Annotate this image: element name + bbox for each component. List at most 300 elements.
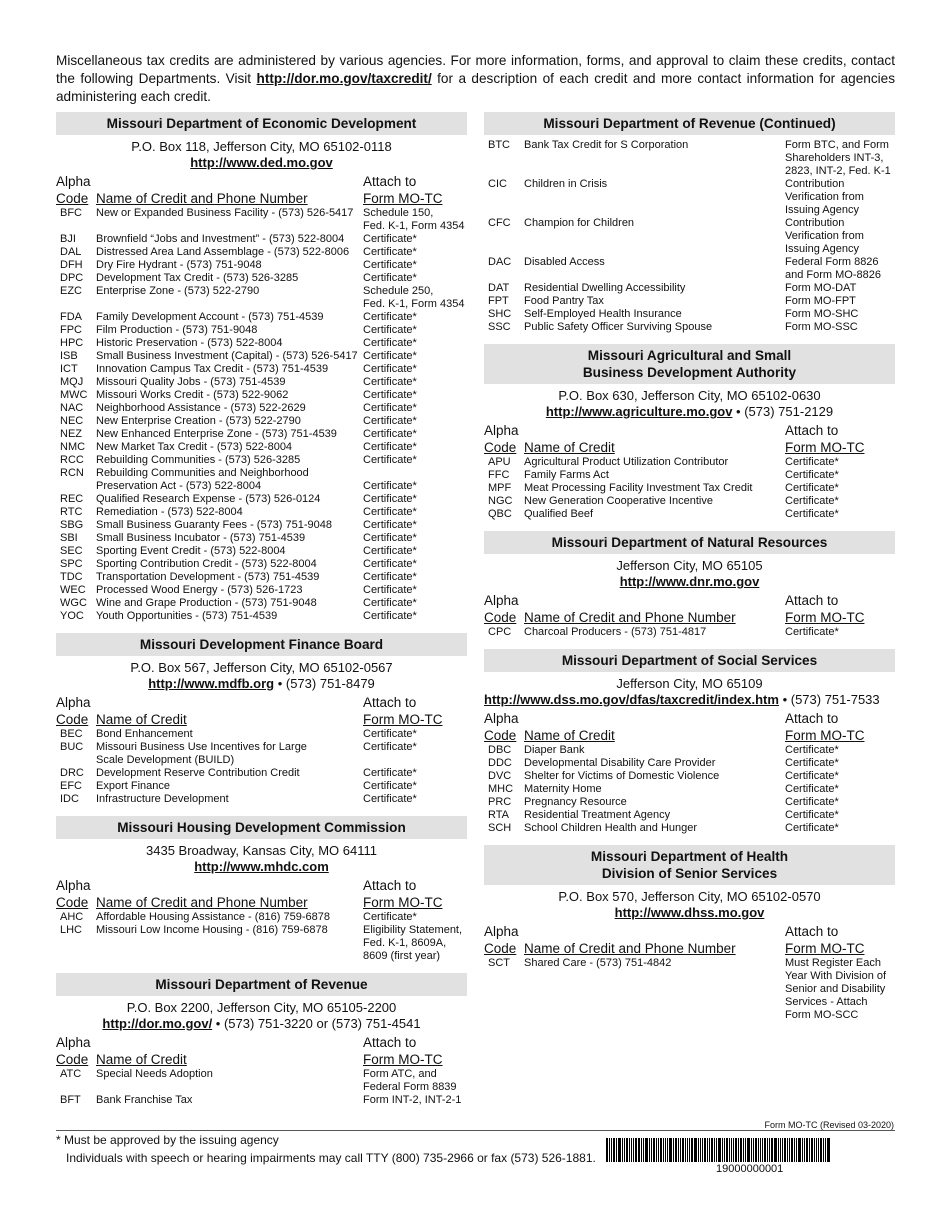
credit-row	[56, 259, 467, 272]
agri-section: Missouri Agricultural and Small Business Development Authority P.O. Box 630, Jefferson City, MO 65102-0630 http://www.agriculture.mo.gov • (573) 751-2129 Alpha Code Name of Credit Attach to Form MO-TC APU Agricultural Product Utilization Contributor Certificate* FFC Family Farms Act Certificate* MPF Meat Processing Facility Investment Tax Credit Certificate* NGC New Generation Cooperative Incentive Certificate* QBC Qualified Beef Certificate*	[484, 344, 895, 521]
credit-attachment: Certificate*	[363, 350, 417, 362]
code-label: Code	[56, 712, 89, 727]
credit-attachment: Certificate*	[363, 493, 417, 505]
barcode-bar	[755, 1138, 757, 1162]
credit-attachment: Certificate*	[785, 757, 839, 769]
credit-row	[56, 741, 467, 767]
credit-attachment: Certificate*	[785, 482, 839, 494]
credit-attachment: Certificate*	[785, 770, 839, 782]
credit-code: IDC	[60, 793, 79, 805]
credit-code: SBI	[60, 532, 78, 544]
credit-row	[484, 783, 895, 796]
credit-name: Meat Processing Facility Investment Tax Credit	[524, 482, 753, 494]
name-phone-label: Name of Credit and Phone Number	[96, 895, 308, 910]
credit-code: MWC	[60, 389, 88, 401]
barcode-bar	[760, 1138, 761, 1162]
credit-attachment: Certificate*	[785, 469, 839, 481]
credit-row	[484, 139, 895, 178]
name-phone-label: Name of Credit and Phone Number	[96, 191, 308, 206]
credit-name: Brownfield “Jobs and Investment” - (573) 522-8004	[96, 233, 345, 245]
barcode-bar	[827, 1138, 830, 1162]
credit-name: Public Safety Officer Surviving Spouse	[524, 321, 713, 333]
credit-row	[56, 207, 467, 233]
barcode-bar	[629, 1138, 630, 1162]
name-phone-label: Name of Credit and Phone Number	[524, 941, 736, 956]
barcode-bar	[651, 1138, 652, 1162]
barcode	[606, 1138, 895, 1162]
barcode-bar	[780, 1138, 781, 1162]
credit-attachment: Contribution Verification from Issuing Agency	[785, 178, 864, 216]
credit-code: ISB	[60, 350, 78, 362]
form-label: Form MO-TC	[785, 440, 865, 455]
barcode-bar	[638, 1138, 640, 1162]
credit-attachment: Certificate*	[363, 454, 417, 466]
credit-name: Bank Franchise Tax	[96, 1094, 193, 1106]
agri-heading-line2: Business Development Authority	[582, 365, 797, 380]
credit-name: Infrastructure Development	[96, 793, 229, 805]
credit-attachment: Certificate*	[363, 324, 417, 336]
barcode-bar	[611, 1138, 612, 1162]
credit-code: SHC	[488, 308, 512, 320]
credit-code: MPF	[488, 482, 512, 494]
credit-code: BTC	[488, 139, 510, 151]
credit-attachment: Must Register Each Year With Division of Senior and Disability Services - Attach Form MO-SCC	[785, 957, 887, 1021]
credit-attachment: Certificate*	[363, 506, 417, 518]
credit-row	[56, 597, 467, 610]
credit-name: Maternity Home	[524, 783, 602, 795]
form-label: Form MO-TC	[363, 1052, 443, 1067]
credit-row	[56, 324, 467, 337]
credit-attachment: Certificate*	[785, 783, 839, 795]
name-label: Name of Credit	[524, 728, 615, 743]
credit-code: REC	[60, 493, 84, 505]
barcode-bar	[794, 1138, 795, 1162]
credit-name: Small Business Investment (Capital) - (573) 526-5417	[96, 350, 358, 362]
dor-heading: Missouri Department of Revenue	[56, 973, 467, 996]
alpha-label: Alpha	[484, 711, 519, 726]
credit-name: Sporting Contribution Credit - (573) 522-8004	[96, 558, 317, 570]
credit-name: Innovation Campus Tax Credit - (573) 751-4539	[96, 363, 329, 375]
credit-code: DAL	[60, 246, 82, 258]
credit-attachment: Certificate*	[785, 495, 839, 507]
barcode-bar	[745, 1138, 746, 1162]
credit-code: FPT	[488, 295, 509, 307]
dnr-website-link[interactable]: http://www.dnr.mo.gov	[619, 574, 760, 589]
credit-name: Pregnancy Resource	[524, 796, 627, 808]
barcode-bar	[653, 1138, 655, 1162]
credit-name: Developmental Disability Care Provider	[524, 757, 716, 769]
barcode-bar	[643, 1138, 644, 1162]
credit-code: CFC	[488, 217, 511, 229]
dnr-section	[484, 531, 895, 639]
barcode-bar	[816, 1138, 817, 1162]
credit-attachment: Certificate*	[363, 337, 417, 349]
credit-row	[484, 770, 895, 783]
dss-heading: Missouri Department of Social Services	[484, 649, 895, 672]
barcode-bar	[718, 1138, 721, 1162]
barcode-bar	[631, 1138, 632, 1162]
barcode-bar	[751, 1138, 752, 1162]
credit-name: School Children Health and Hunger	[524, 822, 698, 834]
barcode-bar	[791, 1138, 793, 1162]
barcode-bar	[702, 1138, 703, 1162]
footer-divider	[56, 1130, 895, 1131]
credit-code: NEZ	[60, 428, 82, 440]
credit-row	[484, 256, 895, 282]
credit-name: Small Business Incubator - (573) 751-4539	[96, 532, 306, 544]
barcode-bar	[669, 1138, 672, 1162]
credit-code: TDC	[60, 571, 83, 583]
credit-name: Missouri Low Income Housing - (816) 759-6878	[96, 924, 328, 936]
credit-row	[484, 178, 895, 217]
credit-code: DDC	[488, 757, 512, 769]
barcode-bar	[796, 1138, 797, 1162]
ded-section	[56, 112, 467, 623]
credit-code: DAT	[488, 282, 510, 294]
credit-row	[484, 308, 895, 321]
barcode-bar	[716, 1138, 717, 1162]
credit-row	[56, 454, 467, 467]
dss-phone: (573) 751-7533	[790, 692, 880, 707]
credit-row	[56, 924, 467, 963]
mdfb-column-header	[56, 694, 467, 728]
dss-address: Jefferson City, MO 65109	[616, 676, 763, 691]
credit-row	[484, 456, 895, 469]
credit-attachment: Certificate*	[363, 389, 417, 401]
credit-attachment: Certificate*	[363, 545, 417, 557]
credit-attachment: Certificate*	[363, 519, 417, 531]
dhss-address: P.O. Box 570, Jefferson City, MO 65102-0570	[558, 889, 821, 904]
credit-name: Neighborhood Assistance - (573) 522-2629	[96, 402, 306, 414]
credit-row	[56, 246, 467, 259]
credit-attachment: Form MO-DAT	[785, 282, 857, 294]
credit-code: NEC	[60, 415, 84, 427]
dor-phone: (573) 751-3220 or (573) 751-4541	[223, 1016, 421, 1031]
mdfb-heading: Missouri Development Finance Board	[56, 633, 467, 656]
ded-rows	[56, 207, 467, 623]
credit-code: LHC	[60, 924, 83, 936]
credit-name: Food Pantry Tax	[524, 295, 604, 307]
credit-name: Qualified Research Expense - (573) 526-0124	[96, 493, 321, 505]
credit-code: FPC	[60, 324, 82, 336]
credit-code: RTC	[60, 506, 83, 518]
dor-website-link[interactable]: http://dor.mo.gov/	[102, 1016, 213, 1031]
attach-to-label: Attach to	[363, 878, 417, 893]
mdfb-address: P.O. Box 567, Jefferson City, MO 65102-0567	[130, 660, 393, 675]
credit-name: Shared Care - (573) 751-4842	[524, 957, 672, 969]
credit-code: DPC	[60, 272, 84, 284]
credit-attachment: Certificate*	[363, 610, 417, 622]
barcode-bar	[731, 1138, 732, 1162]
credit-row	[56, 415, 467, 428]
credit-name: Residential Treatment Agency	[524, 809, 671, 821]
code-label: Code	[484, 610, 517, 625]
dhss-heading-line2: Division of Senior Services	[601, 866, 778, 881]
ded-heading: Missouri Department of Economic Development	[56, 112, 467, 135]
dor-section: Missouri Department of Revenue P.O. Box 2200, Jefferson City, MO 65105-2200 http://dor.mo.gov/ • (573) 751-3220 or (573) 751-4541 Alpha Code Name of Credit Attach to Form MO-TC ATC Special Needs Adoption Form ATC, and Federal Form 8839 BFT Bank Franchise Tax Form INT-2, INT-2-1	[56, 973, 467, 1107]
dor-address: P.O. Box 2200, Jefferson City, MO 65105-2200	[126, 1000, 397, 1015]
taxcredit-link[interactable]: http://dor.mo.gov/taxcredit/	[256, 71, 432, 86]
credit-name: Missouri Quality Jobs - (573) 751-4539	[96, 376, 286, 388]
credit-attachment: Certificate*	[363, 728, 417, 740]
ded-website-link[interactable]: http://www.ded.mo.gov	[190, 155, 333, 170]
barcode-bar	[787, 1138, 788, 1162]
credit-name: Sporting Event Credit - (573) 522-8004	[96, 545, 286, 557]
barcode-bar	[789, 1138, 790, 1162]
dss-column-header	[484, 710, 895, 744]
barcode-bar	[709, 1138, 710, 1162]
code-label: Code	[56, 895, 89, 910]
barcode-bar	[680, 1138, 681, 1162]
credit-attachment: Certificate*	[785, 508, 839, 520]
barcode-bar	[700, 1138, 701, 1162]
credit-row	[484, 626, 895, 639]
credit-row	[56, 728, 467, 741]
credit-attachment: Eligibility Statement, Fed. K-1, 8609A, 8609 (first year)	[363, 924, 463, 962]
credit-code: DBC	[488, 744, 512, 756]
dhss-website-link[interactable]: http://www.dhss.mo.gov	[614, 905, 765, 920]
barcode-bar	[609, 1138, 610, 1162]
credit-attachment: Certificate*	[363, 233, 417, 245]
credit-attachment: Federal Form 8826 and Form MO-8826	[785, 256, 881, 281]
credit-code: BFT	[60, 1094, 81, 1106]
form-label: Form MO-TC	[363, 895, 443, 910]
credit-row	[484, 217, 895, 256]
credit-code: RCN	[60, 467, 84, 479]
agri-column-header	[484, 422, 895, 456]
credit-attachment: Certificate*	[363, 780, 417, 792]
dhss-section	[484, 845, 895, 1022]
credit-code: BEC	[60, 728, 83, 740]
credit-attachment: Certificate*	[363, 480, 417, 492]
mhdc-address: 3435 Broadway, Kansas City, MO 64111	[146, 843, 377, 858]
credit-row	[484, 321, 895, 334]
credit-name: Wine and Grape Production - (573) 751-9048	[96, 597, 317, 609]
credit-row	[484, 957, 895, 1022]
barcode-bar	[771, 1138, 773, 1162]
mhdc-website-link[interactable]: http://www.mhdc.com	[194, 859, 329, 874]
credit-name: Processed Wood Energy - (573) 526-1723	[96, 584, 303, 596]
credit-code: SCT	[488, 957, 510, 969]
credit-code: HPC	[60, 337, 84, 349]
barcode-bar	[774, 1138, 777, 1162]
credit-code: SSC	[488, 321, 511, 333]
credit-row	[484, 482, 895, 495]
credit-name: Development Tax Credit - (573) 526-3285	[96, 272, 299, 284]
alpha-label: Alpha	[484, 593, 519, 608]
barcode-bar	[806, 1138, 808, 1162]
credit-row	[56, 519, 467, 532]
credit-name: Special Needs Adoption	[96, 1068, 213, 1080]
credit-code: WEC	[60, 584, 86, 596]
code-label: Code	[484, 440, 517, 455]
credit-row	[56, 389, 467, 402]
credit-name: Transportation Development - (573) 751-4539	[96, 571, 320, 583]
dnr-column-header	[484, 592, 895, 626]
attach-to-label: Attach to	[785, 423, 839, 438]
mdfb-phone: (573) 751-8479	[285, 676, 375, 691]
credit-attachment: Certificate*	[785, 809, 839, 821]
barcode-bar	[762, 1138, 763, 1162]
code-label: Code	[56, 1052, 89, 1067]
credit-name: Missouri Business Use Incentives for Large Scale Development (BUILD)	[96, 741, 307, 766]
credit-attachment: Certificate*	[363, 428, 417, 440]
barcode-bar	[641, 1138, 642, 1162]
credit-code: CIC	[488, 178, 507, 190]
barcode-bar	[691, 1138, 693, 1162]
credit-row	[56, 337, 467, 350]
barcode-bar	[622, 1138, 623, 1162]
mdfb-rows	[56, 728, 467, 806]
credit-attachment: Certificate*	[363, 558, 417, 570]
credit-attachment: Schedule 250, Fed. K-1, Form 4354	[363, 285, 465, 310]
credit-attachment: Contribution Verification from Issuing Agency	[785, 217, 864, 255]
barcode-bar	[784, 1138, 786, 1162]
agri-heading	[484, 344, 895, 384]
mhdc-rows	[56, 911, 467, 963]
name-label: Name of Credit	[96, 1052, 187, 1067]
credit-row	[484, 757, 895, 770]
credit-name: Export Finance	[96, 780, 170, 792]
credit-row	[484, 469, 895, 482]
credit-name: Film Production - (573) 751-9048	[96, 324, 258, 336]
credit-name: Small Business Guaranty Fees - (573) 751-9048	[96, 519, 333, 531]
credit-row	[56, 233, 467, 246]
credit-code: SEC	[60, 545, 83, 557]
credit-name: New or Expanded Business Facility - (573) 526-5417	[96, 207, 354, 219]
credit-row	[56, 558, 467, 571]
credit-code: QBC	[488, 508, 512, 520]
credit-attachment: Certificate*	[363, 441, 417, 453]
alpha-label: Alpha	[484, 924, 519, 939]
dhss-heading-line1: Missouri Department of Health	[590, 849, 789, 864]
barcode-bar	[633, 1138, 634, 1162]
credit-row	[56, 363, 467, 376]
credit-name: Champion for Children	[524, 217, 635, 229]
credit-attachment: Form MO-SSC	[785, 321, 858, 333]
credit-attachment: Form MO-SHC	[785, 308, 859, 320]
barcode-bar	[606, 1138, 608, 1162]
credit-row	[484, 295, 895, 308]
credit-name: Distressed Area Land Assemblage - (573) 522-8006	[96, 246, 350, 258]
dnr-address: Jefferson City, MO 65105	[616, 558, 763, 573]
credit-attachment: Form MO-FPT	[785, 295, 856, 307]
dss-section: Missouri Department of Social Services Jefferson City, MO 65109 http://www.dss.mo.gov/dfas/taxcredit/index.htm • (573) 751-7533 Alpha Code Name of Credit Attach to Form MO-TC DBC Diaper Bank Certificate* DDC Developmental Disability Care Provider Certificate* DVC Shelter for Victims of Domestic Violence Certificate* MHC Maternity Home Certificate* PRC Pregnancy Resource Certificate* RTA Residential Treatment Agency Certificate* SCH School Children Health and Hunger Certificate*	[484, 649, 895, 835]
credit-attachment: Certificate*	[363, 767, 417, 779]
credit-code: EFC	[60, 780, 82, 792]
credit-attachment: Certificate*	[363, 793, 417, 805]
credit-code: SBG	[60, 519, 84, 531]
agri-address: P.O. Box 630, Jefferson City, MO 65102-0630	[558, 388, 821, 403]
barcode-bar	[645, 1138, 648, 1162]
barcode-bar	[743, 1138, 744, 1162]
dor-column-header	[56, 1034, 467, 1068]
credit-row	[56, 350, 467, 363]
credit-row	[484, 282, 895, 295]
credit-row	[484, 809, 895, 822]
barcode-bar	[660, 1138, 662, 1162]
barcode-bar	[769, 1138, 770, 1162]
barcode-bar	[809, 1138, 810, 1162]
credit-name: Disabled Access	[524, 256, 605, 268]
credit-code: NAC	[60, 402, 84, 414]
credit-row	[56, 545, 467, 558]
barcode-bar	[818, 1138, 819, 1162]
agri-phone: (573) 751-2129	[744, 404, 834, 419]
credit-name: New Enterprise Creation - (573) 522-2790	[96, 415, 301, 427]
barcode-bar	[698, 1138, 699, 1162]
credit-name: Children in Crisis	[524, 178, 608, 190]
credit-row	[484, 495, 895, 508]
credit-name: Diaper Bank	[524, 744, 585, 756]
credit-attachment: Certificate*	[363, 376, 417, 388]
credit-code: AHC	[60, 911, 84, 923]
credit-row	[56, 376, 467, 389]
credit-name: Qualified Beef	[524, 508, 594, 520]
right-column	[484, 112, 895, 1032]
attach-to-label: Attach to	[785, 593, 839, 608]
credit-name: Remediation - (573) 522-8004	[96, 506, 243, 518]
barcode-bar	[656, 1138, 657, 1162]
credit-row	[56, 584, 467, 597]
left-column	[56, 112, 467, 1117]
credit-attachment: Schedule 150, Fed. K-1, Form 4354	[363, 207, 465, 232]
barcode-bar	[740, 1138, 742, 1162]
barcode-bar	[665, 1138, 666, 1162]
mhdc-heading: Missouri Housing Development Commission	[56, 816, 467, 839]
credit-attachment: Certificate*	[363, 415, 417, 427]
barcode-bar	[649, 1138, 650, 1162]
credit-attachment: Certificate*	[363, 741, 417, 753]
credit-row	[56, 571, 467, 584]
barcode-bar	[682, 1138, 684, 1162]
credit-code: DVC	[488, 770, 512, 782]
credit-attachment: Certificate*	[363, 532, 417, 544]
agri-website-link[interactable]: http://www.agriculture.mo.gov	[545, 404, 733, 419]
name-label: Name of Credit	[524, 440, 615, 455]
dss-website-link[interactable]: http://www.dss.mo.gov/dfas/taxcredit/index.htm	[484, 692, 779, 707]
barcode-bar	[673, 1138, 674, 1162]
credit-code: SPC	[60, 558, 83, 570]
credit-row	[56, 767, 467, 780]
credit-name: Shelter for Victims of Domestic Violence	[524, 770, 720, 782]
barcode-bar	[798, 1138, 801, 1162]
intro-paragraph	[56, 52, 895, 106]
attach-to-label: Attach to	[363, 1035, 417, 1050]
credit-attachment: Certificate*	[785, 796, 839, 808]
credit-attachment: Certificate*	[363, 363, 417, 375]
credit-attachment: Certificate*	[363, 571, 417, 583]
mhdc-section	[56, 816, 467, 963]
credit-name: New Enhanced Enterprise Zone - (573) 751-4539	[96, 428, 337, 440]
credit-code: MHC	[488, 783, 514, 795]
barcode-bar	[735, 1138, 737, 1162]
attach-to-label: Attach to	[785, 711, 839, 726]
credit-attachment: Form INT-2, INT-2-1	[363, 1094, 462, 1106]
credit-name: Missouri Works Credit - (573) 522-9062	[96, 389, 289, 401]
form-label: Form MO-TC	[785, 728, 865, 743]
form-label: Form MO-TC	[363, 712, 443, 727]
barcode-bar	[753, 1138, 754, 1162]
credit-row	[56, 428, 467, 441]
credit-code: NMC	[60, 441, 86, 453]
dor-continued-heading: Missouri Department of Revenue (Continued)	[484, 112, 895, 135]
name-label: Name of Credit	[96, 712, 187, 727]
ded-column-header	[56, 173, 467, 207]
mdfb-website-link[interactable]: http://www.mdfb.org	[148, 676, 275, 691]
credit-code: RTA	[488, 809, 509, 821]
dhss-heading	[484, 845, 895, 885]
